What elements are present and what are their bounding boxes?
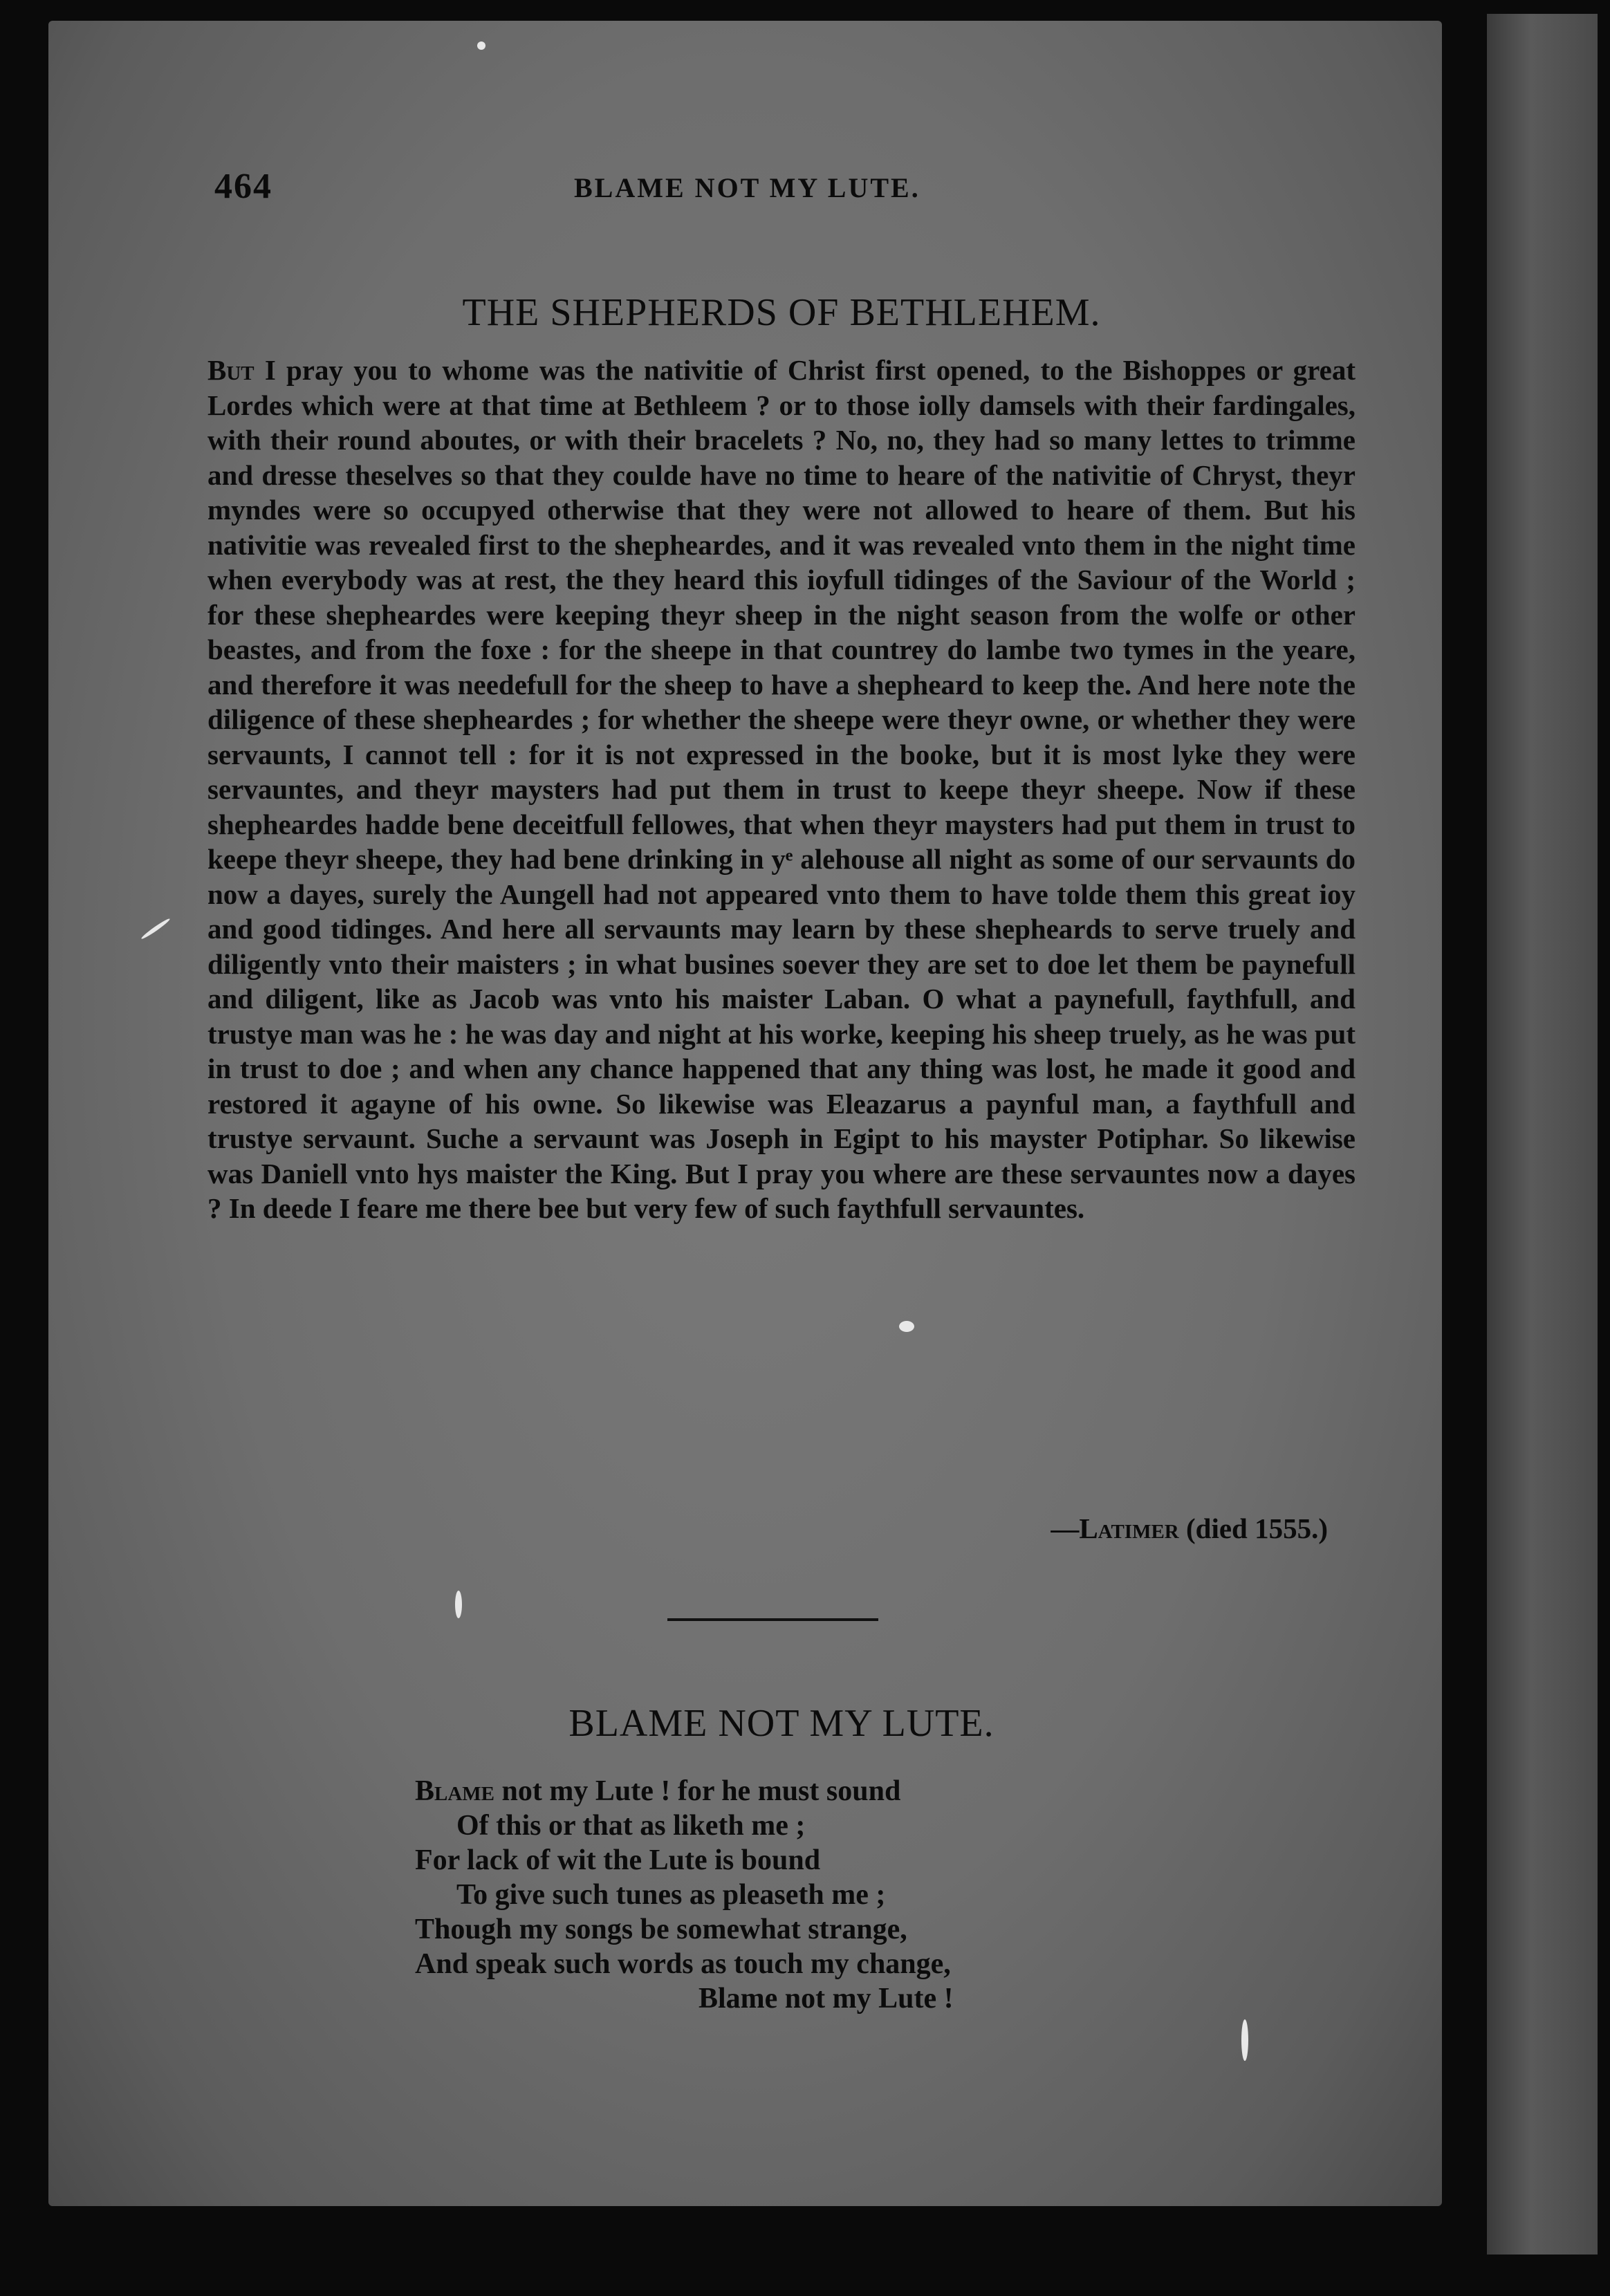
essay-body — [207, 353, 1355, 1226]
poem-line — [415, 1774, 1176, 1808]
dust-speck — [477, 41, 485, 50]
poem-first-word: Blame — [415, 1775, 495, 1807]
attribution-date: (died 1555.) — [1178, 1512, 1328, 1544]
poem-line: Of this or that as liketh me ; — [456, 1810, 806, 1842]
poem-refrain: Blame not my Lute ! — [698, 1983, 954, 2015]
gutter-shadow — [1452, 0, 1480, 2296]
running-title: BLAME NOT MY LUTE. — [574, 172, 920, 203]
poem-line: To give such tunes as pleaseth me ; — [456, 1879, 886, 1911]
facing-page-edge — [1487, 14, 1598, 2255]
poem-line: And speak such words as touch my change, — [415, 1948, 951, 1980]
running-head — [214, 166, 1390, 214]
dust-speck — [455, 1591, 462, 1618]
poem-title: BLAME NOT MY LUTE. — [568, 1702, 994, 1745]
essay-title: THE SHEPHERDS OF BETHLEHEM. — [462, 291, 1101, 334]
section-divider — [667, 1618, 878, 1621]
dust-speck — [899, 1321, 914, 1332]
essay-first-word: But — [207, 354, 255, 386]
essay-attribution — [207, 1512, 1328, 1545]
essay-paragraph — [207, 353, 1355, 1226]
dust-speck — [1241, 2019, 1248, 2061]
poem-body — [415, 1774, 1176, 2016]
poem-line-text: not my Lute ! for he must sound — [494, 1775, 901, 1807]
poem-line: For lack of wit the Lute is bound — [415, 1844, 821, 1876]
poem-line: Though my songs be somewhat strange, — [415, 1914, 907, 1945]
dust-speck — [140, 917, 171, 941]
attribution-author: Latimer — [1079, 1512, 1179, 1544]
attribution-dash: — — [1051, 1512, 1080, 1544]
page-number: 464 — [214, 167, 272, 206]
essay-text: I pray you to whome was the nativitie of Christ first opened, to the Bishoppes or great Lordes which were at that time at Bethleem ? or to those iolly damsels with their fardingales, with their round aboutes, or with their bracelets ? No, no, they had so many lettes to trimme and dresse theselves so that they coulde have no time to heare of the nativitie of Chryst, theyr myndes were so occupyed otherwise that they were not allowed to heare of them. But his nativitie was revealed first to the shepheardes, and it was revealed vnto them in the night time when everybody was at rest, the they heard this ioyfull tidinges of the Saviour of the World ; for these shepheardes were keeping theyr sheep in the night season from the wolfe or other beastes, and from the foxe : for the sheepe in that countrey do lambe two tymes in the yeare, and therefore it was needefull for the sheep to have a shepheard to keep the. And here note the diligence of these shepheardes ; for whether the sheepe were theyr owne, or whether they were servaunts, I cannot tell : for it is not expressed in the booke, but it is most lyke they were servauntes, and theyr maysters had put them in trust to keepe theyr sheepe. Now if these shepheardes hadde bene deceitfull fellowes, that when theyr maysters had put them in trust to keepe theyr sheepe, they had bene drinking in yᵉ alehouse all night as some of our servaunts do now a dayes, surely the Aungell had not appeared vnto them to have tolde them this great ioy and good tidinges. And here all servaunts may learn by these shepheards to serve truely and diligently vnto their maisters ; in what busines soever they are set to doe let them be paynefull and diligent, like as Jacob was vnto his maister Laban. O what a paynefull, faythfull, and trustye man was he : he was day and night at his worke, keeping his sheep truely, as he was put in trust to doe ; and when any chance happened that any thing was lost, he made it good and restored it agayne of his owne. So likewise was Eleazarus a paynful man, a faythfull and trustye servaunt. Suche a servaunt was Joseph in Egipt to his mayster Potiphar. So likewise was Daniell vnto hys maister the King. But I pray you where are these servauntes now a dayes ? In deede I feare me there bee but very few of such faythfull servauntes. — [207, 354, 1355, 1224]
